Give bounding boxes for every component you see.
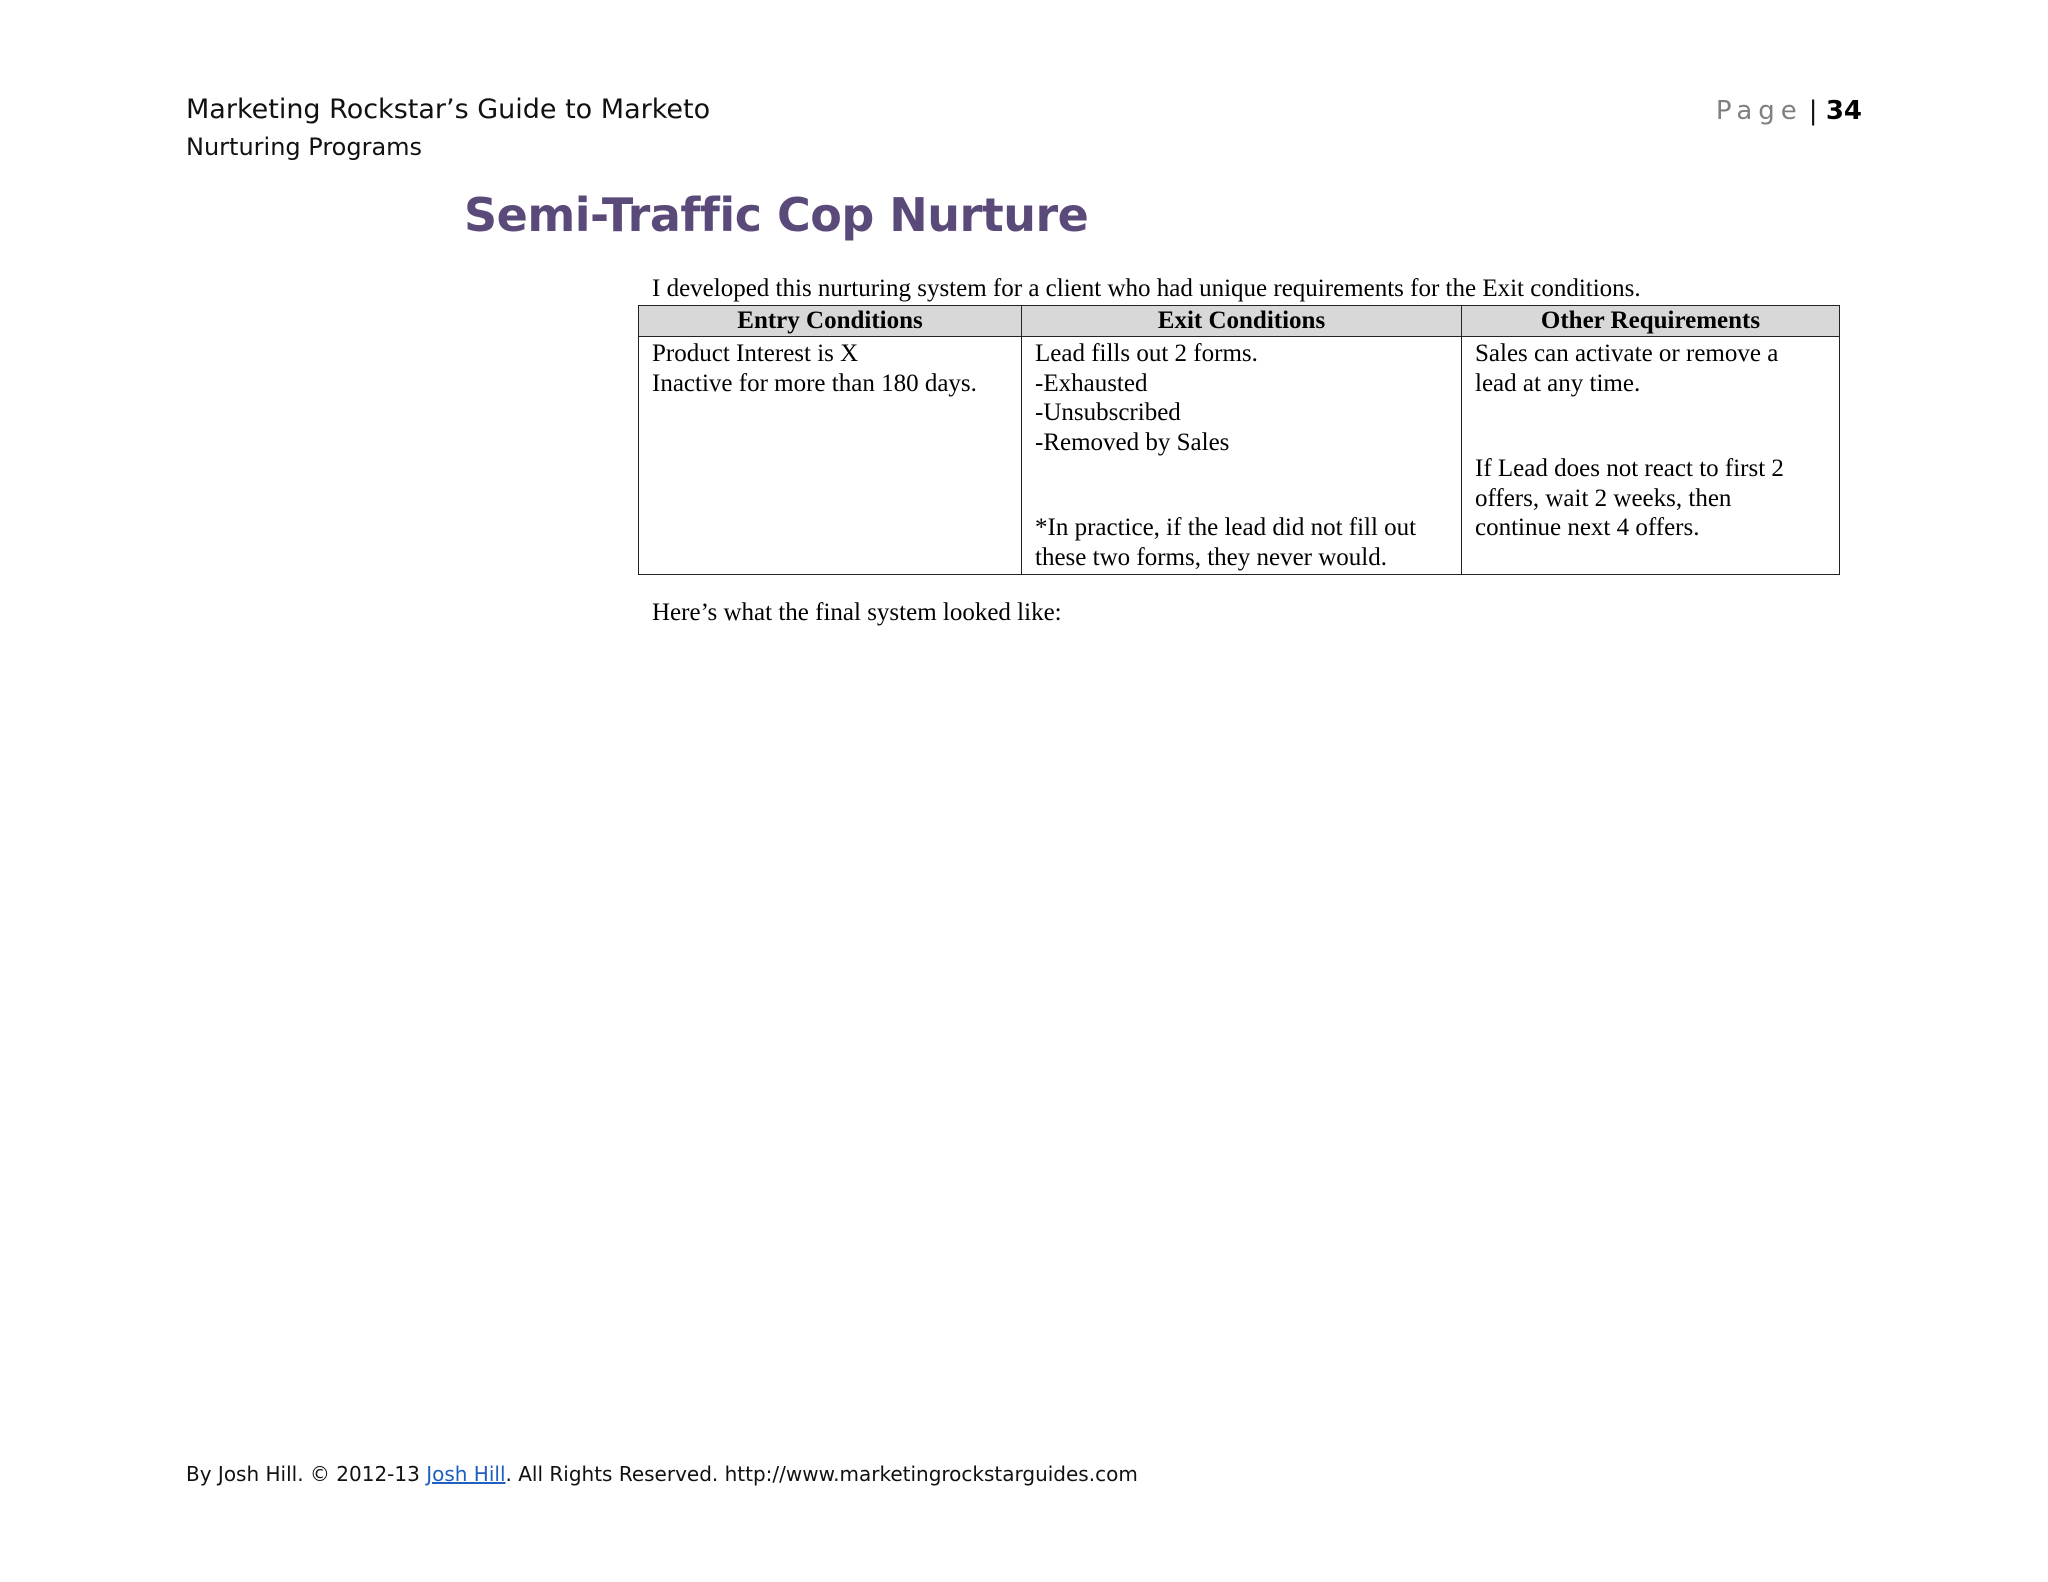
table-header-row xyxy=(639,306,1840,337)
entry-conditions-cell xyxy=(639,337,1022,575)
header-other-requirements: Other Requirements xyxy=(1462,306,1840,337)
page-indicator xyxy=(1716,96,1862,126)
exit-line: -Unsubscribed xyxy=(1035,399,1181,426)
entry-line: Inactive for more than 180 days. xyxy=(652,369,977,397)
exit-line: -Removed by Sales xyxy=(1035,428,1230,456)
footer-suffix: . All Rights Reserved. http://www.marketingrockstarguides.com xyxy=(505,1462,1138,1486)
exit-note-line: these two forms, they never would. xyxy=(1035,543,1388,571)
intro-paragraph: I developed this nurturing system for a client who had unique requirements for the Exit conditions. xyxy=(652,275,1641,302)
after-table-paragraph: Here’s what the final system looked like: xyxy=(652,599,1062,626)
other-line: continue next 4 offers. xyxy=(1475,514,1700,541)
page-number: 34 xyxy=(1825,96,1862,126)
exit-conditions-cell xyxy=(1022,337,1462,575)
header-exit-conditions: Exit Conditions xyxy=(1022,306,1462,337)
header-entry-conditions: Entry Conditions xyxy=(639,306,1022,337)
footer xyxy=(186,1462,1138,1486)
spacer xyxy=(1035,457,1448,513)
other-line: lead at any time. xyxy=(1475,369,1641,397)
header-subtitle: Nurturing Programs xyxy=(186,133,423,161)
author-link[interactable]: Josh Hill xyxy=(426,1462,506,1486)
section-title: Semi-Traffic Cop Nurture xyxy=(464,188,1089,242)
footer-prefix: By Josh Hill. © 2012-13 xyxy=(186,1462,427,1486)
exit-note-line: *In practice, if the lead did not fill out xyxy=(1035,514,1417,541)
exit-line: -Exhausted xyxy=(1035,369,1148,397)
exit-line: Lead fills out 2 forms. xyxy=(1035,340,1258,367)
header-title: Marketing Rockstar’s Guide to Marketo xyxy=(186,94,711,125)
other-line: offers, wait 2 weeks, then xyxy=(1475,484,1732,512)
other-line: Sales can activate or remove a xyxy=(1475,340,1779,367)
page-separator: | xyxy=(1808,96,1818,126)
page-label: Page xyxy=(1715,96,1803,126)
spacer xyxy=(1475,398,1826,454)
other-line: If Lead does not react to first 2 xyxy=(1475,455,1784,482)
entry-line: Product Interest is X xyxy=(652,340,859,367)
other-requirements-cell xyxy=(1462,337,1840,575)
table-row xyxy=(639,337,1840,575)
requirements-table xyxy=(638,305,1840,575)
